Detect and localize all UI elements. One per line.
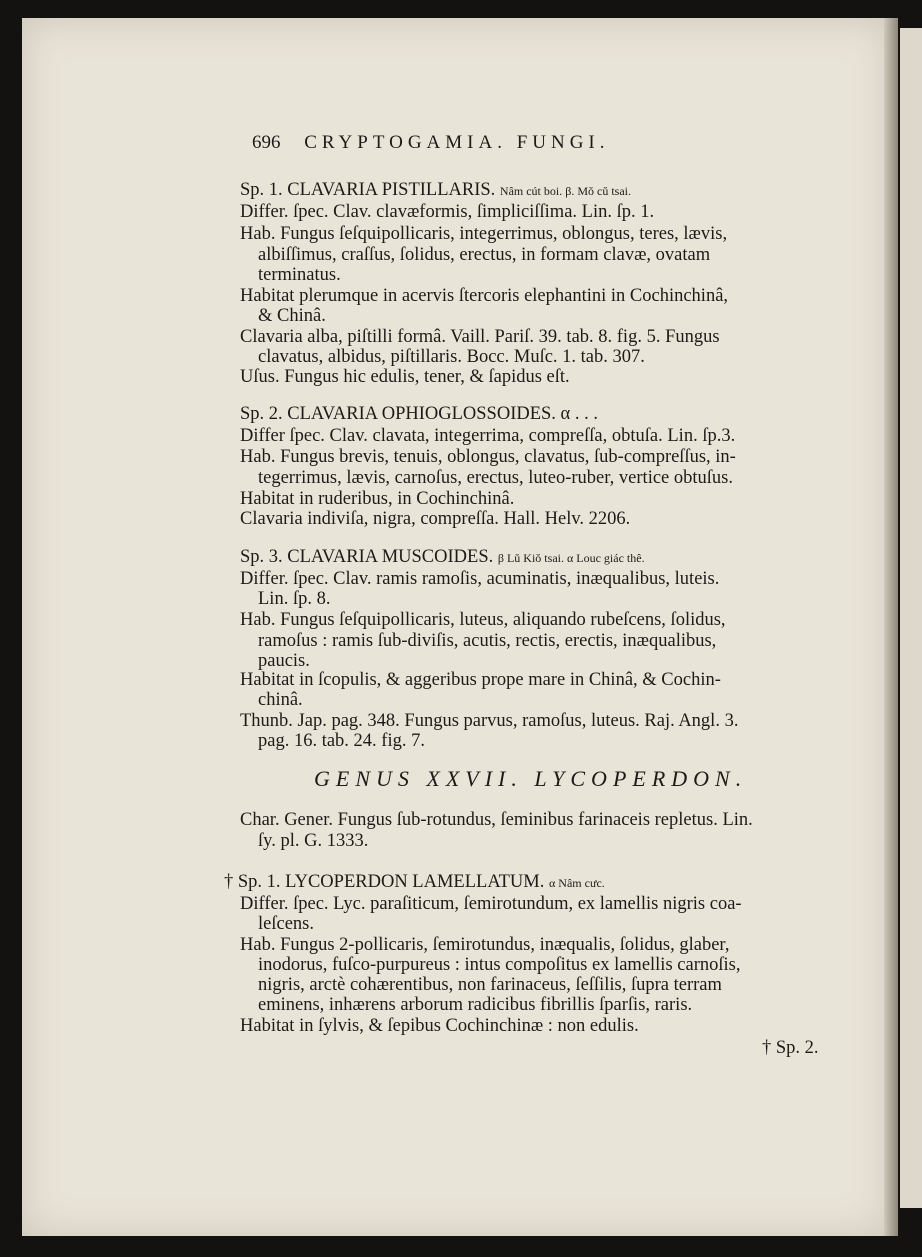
text-line: Hab. Fungus ſeſquipollicaris, integerrimus, oblongus, teres, lævis,: [240, 224, 728, 244]
text-line: terminatus.: [258, 265, 341, 285]
text-line: leſcens.: [258, 914, 314, 934]
text-line: Habitat in ſcopulis, & aggeribus prope mare in Chinâ, & Cochin-: [240, 670, 721, 690]
species-title: Sp. 1. LYCOPERDON LAMELLATUM.: [237, 872, 545, 892]
text-line: eminens, inhærens arborum radicibus fibrillis ſparſis, raris.: [258, 995, 693, 1015]
text-line: & Chinâ.: [258, 306, 326, 326]
local-names: Nâm cút boi. β. Mŏ cŭ tsai.: [499, 184, 631, 198]
page-gutter: [884, 18, 898, 1236]
text-line: clavatus, albidus, piſtillaris. Bocc. Muſc. 1. tab. 307.: [258, 347, 645, 367]
text-line: inodorus, fuſco-purpureus : intus compoſitus ex lamellis carnoſis,: [258, 955, 741, 975]
running-header: [252, 132, 610, 154]
text-line: Hab. Fungus ſeſquipollicaris, luteus, aliquando rubeſcens, ſolidus,: [240, 610, 726, 630]
text-line: Habitat in ſylvis, & ſepibus Cochinchinæ : non edulis.: [240, 1016, 639, 1036]
genus-heading: GENUS XXVII. LYCOPERDON.: [314, 766, 748, 791]
text-line: Differ. ſpec. Clav. clavæformis, ſimpliciſſima. Lin. ſp. 1.: [240, 202, 655, 222]
text-line: Differ. ſpec. Clav. ramis ramoſis, acuminatis, inæqualibus, luteis.: [240, 569, 720, 589]
text-line: Lin. ſp. 8.: [258, 589, 331, 609]
text-line: ſy. pl. G. 1333.: [258, 831, 369, 851]
dagger-mark: †: [224, 872, 234, 892]
catchword: † Sp. 2.: [762, 1038, 819, 1058]
text-line: Hab. Fungus 2-pollicaris, ſemirotundus, inæqualis, ſolidus, glaber,: [240, 935, 730, 955]
local-names: β Lŭ Kiŏ tsai. α Louc giác thê.: [497, 551, 645, 565]
text-line: Clavaria alba, piſtilli formâ. Vaill. Pariſ. 39. tab. 8. fig. 5. Fungus: [240, 327, 720, 347]
text-line: Habitat in ruderibus, in Cochinchinâ.: [240, 489, 515, 509]
text-line: Habitat plerumque in acervis ſtercoris elephantini in Cochinchinâ,: [240, 286, 729, 306]
species-heading: [240, 547, 645, 568]
text-line: ramoſus : ramis ſub-diviſis, acutis, rectis, erectis, inæqualibus,: [258, 631, 717, 651]
species-title: Sp. 2. CLAVARIA OPHIOGLOSSOIDES. α . . .: [240, 404, 598, 424]
species-heading: [224, 872, 605, 893]
text-line: Uſus. Fungus hic edulis, tener, & ſapidus eſt.: [240, 367, 570, 387]
text-line: pag. 16. tab. 24. fig. 7.: [258, 731, 425, 751]
page-number: 696: [252, 132, 281, 153]
text-line: nigris, arctè cohærentibus, non farinaceus, ſeſſilis, ſupra terram: [258, 975, 722, 995]
text-line: Clavaria indiviſa, nigra, compreſſa. Hall. Helv. 2206.: [240, 509, 631, 529]
text-line: chinâ.: [258, 690, 303, 710]
text-line: Char. Gener. Fungus ſub-rotundus, ſeminibus farinaceis repletus. Lin.: [240, 810, 753, 830]
text-line: Differ. ſpec. Lyc. paraſiticum, ſemirotundum, ex lamellis nigris coa-: [240, 894, 742, 914]
text-line: Thunb. Jap. pag. 348. Fungus parvus, ramoſus, luteus. Raj. Angl. 3.: [240, 711, 739, 731]
species-heading: [240, 180, 631, 201]
text-line: tegerrimus, lævis, carnoſus, erectus, luteo-ruber, vertice obtuſus.: [258, 468, 733, 488]
running-title: CRYPTOGAMIA. FUNGI.: [304, 132, 610, 153]
species-title: Sp. 3. CLAVARIA MUSCOIDES.: [240, 547, 494, 567]
text-line: albiſſimus, craſſus, ſolidus, erectus, in formam clavæ, ovatam: [258, 245, 711, 265]
species-title: Sp. 1. CLAVARIA PISTILLARIS.: [240, 180, 496, 200]
next-page-edge: [900, 28, 922, 1208]
text-line: paucis.: [258, 651, 310, 671]
text-line: Differ ſpec. Clav. clavata, integerrima, compreſſa, obtuſa. Lin. ſp.3.: [240, 426, 736, 446]
local-names: α Nâm cưc.: [549, 876, 605, 890]
text-line: Hab. Fungus brevis, tenuis, oblongus, clavatus, ſub-compreſſus, in-: [240, 447, 736, 467]
